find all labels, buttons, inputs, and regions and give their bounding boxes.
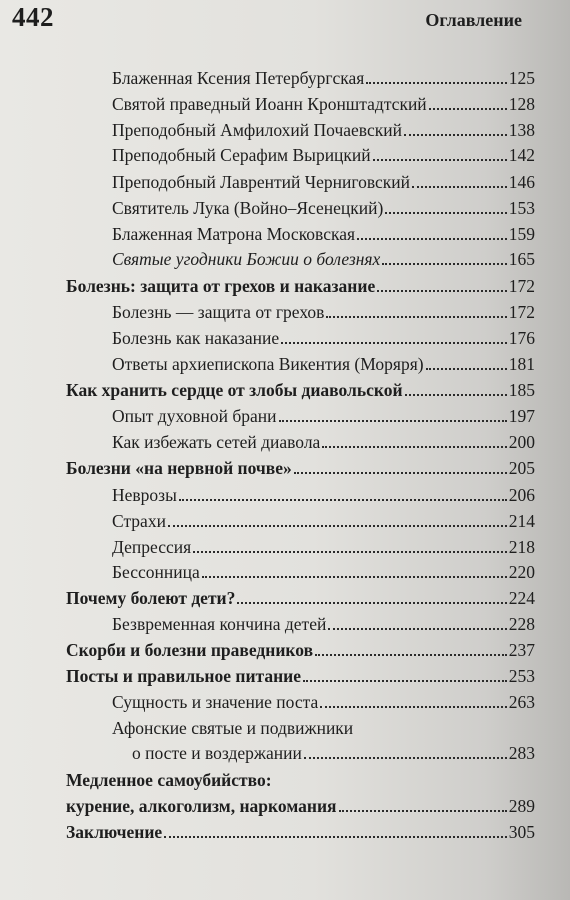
leader-dots	[373, 159, 507, 161]
toc-entry: Болезнь как наказание 176	[112, 328, 535, 348]
leader-dots	[315, 654, 507, 656]
leader-dots	[294, 472, 507, 474]
leader-dots	[339, 810, 507, 812]
leader-dots	[385, 212, 506, 214]
running-head: Оглавление	[425, 10, 522, 30]
toc-entry: Святитель Лука (Войно–Ясенецкий) 153	[112, 198, 535, 218]
toc-entry: Опыт духовной брани 197	[112, 406, 535, 426]
leader-dots	[357, 238, 507, 240]
leader-dots	[404, 134, 507, 136]
toc-entry: о посте и воздержании 283	[132, 743, 535, 763]
toc-chapter: Болезнь: защита от грехов и наказание 172	[66, 276, 535, 296]
page-number: 442	[12, 2, 54, 32]
toc-entry: Преподобный Лаврентий Черниговский 146	[112, 172, 535, 192]
leader-dots	[429, 108, 507, 110]
toc-entry: Неврозы 206	[112, 485, 535, 505]
toc-entry: Бессонница 220	[112, 562, 535, 582]
leader-dots	[322, 446, 506, 448]
toc-chapter: Как хранить сердце от злобы диавольской 185	[66, 380, 535, 400]
toc-chapter-line: Медленное самоубийство:	[66, 770, 272, 790]
leader-dots	[328, 628, 506, 630]
toc-entry: Сущность и значение поста 263	[112, 692, 535, 712]
toc-entry: Блаженная Ксения Петербургская 125	[112, 68, 535, 88]
toc-chapter: Скорби и болезни праведников 237	[66, 640, 535, 660]
leader-dots	[326, 316, 506, 318]
toc-chapter: курение, алкоголизм, наркомания 289	[66, 796, 535, 816]
toc-chapter: Заключение 305	[66, 822, 535, 842]
toc-entry: Безвременная кончина детей 228	[112, 614, 535, 634]
toc-entry: Блаженная Матрона Московская 159	[112, 224, 535, 244]
toc-entry: Святой праведный Иоанн Кронштадтский 128	[112, 94, 535, 114]
leader-dots	[405, 394, 507, 396]
toc-entry: Как избежать сетей диавола 200	[112, 432, 535, 452]
toc-entry-line: Афонские святые и подвижники	[112, 718, 354, 738]
toc-entry: Болезнь — защита от грехов 172	[112, 302, 535, 322]
leader-dots	[426, 368, 507, 370]
toc-chapter: Почему болеют дети? 224	[66, 588, 535, 608]
leader-dots	[202, 576, 507, 578]
leader-dots	[179, 499, 507, 501]
toc-entry: Депрессия 218	[112, 537, 535, 557]
toc-entry: Страхи 214	[112, 511, 535, 531]
leader-dots	[412, 186, 507, 188]
toc-chapter: Болезни «на нервной почве» 205	[66, 458, 535, 478]
leader-dots	[168, 525, 507, 527]
leader-dots	[237, 602, 506, 604]
leader-dots	[303, 680, 507, 682]
leader-dots	[320, 706, 506, 708]
leader-dots	[164, 836, 507, 838]
leader-dots	[279, 420, 507, 422]
toc-chapter: Посты и правильное питание 253	[66, 666, 535, 686]
toc-entry: Ответы архиепископа Викентия (Моряря) 181	[112, 354, 535, 374]
leader-dots	[382, 263, 506, 265]
leader-dots	[377, 290, 507, 292]
leader-dots	[193, 551, 507, 553]
toc-entry: Преподобный Амфилохий Почаевский 138	[112, 120, 535, 140]
toc-entry: Преподобный Серафим Вырицкий 142	[112, 145, 535, 165]
leader-dots	[281, 342, 507, 344]
leader-dots	[304, 757, 507, 759]
toc-entry: Святые угодники Божии о болезнях 165	[112, 249, 535, 269]
leader-dots	[366, 82, 506, 84]
